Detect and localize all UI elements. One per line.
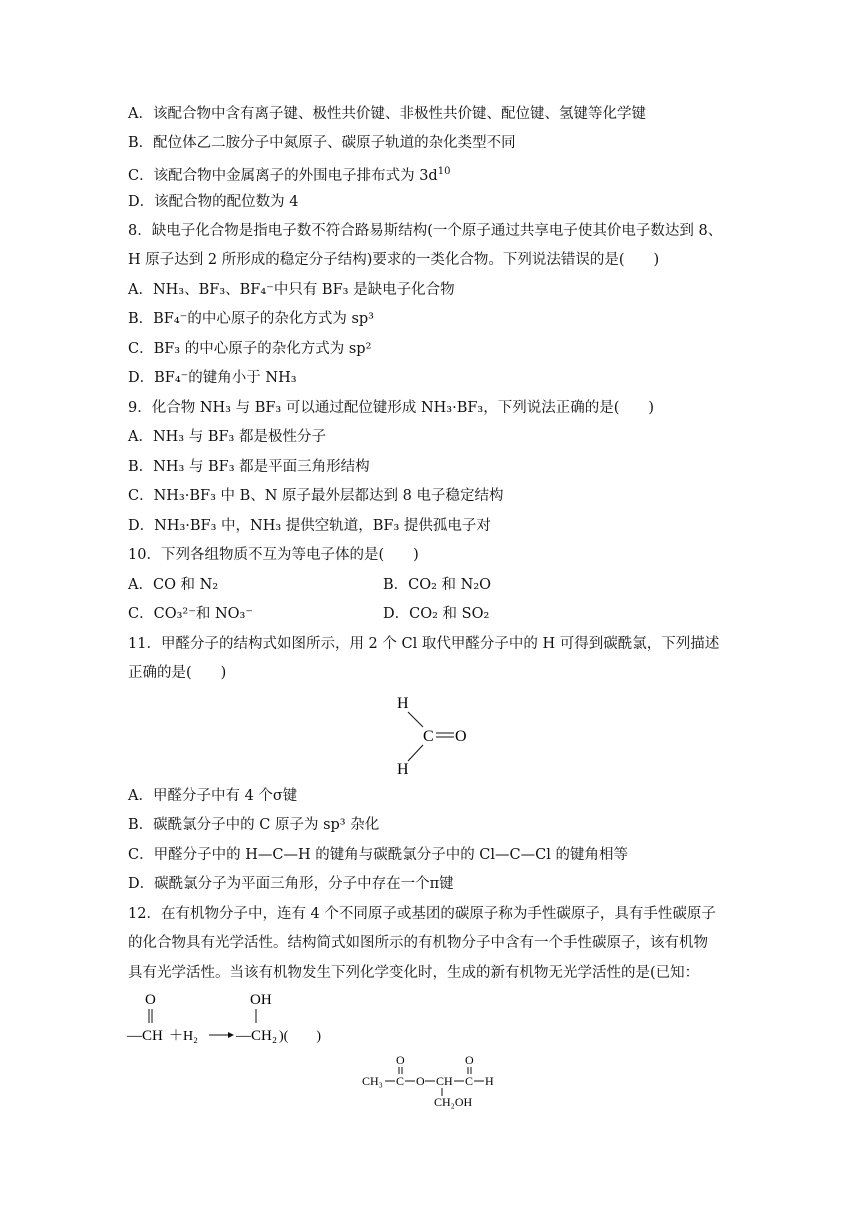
option-11d: D．碳酰氯分子为平面三角形，分子中存在一个π键 xyxy=(128,876,454,892)
option-9b: B．NH₃ 与 BF₃ 都是平面三角形结构 xyxy=(128,459,370,475)
option-10c: C．CO₃²⁻和 NO₃⁻ xyxy=(128,606,254,622)
aldehyde-reduction-equation xyxy=(125,988,345,1048)
product-ch2: —CH₂ xyxy=(236,1028,278,1044)
equation-tail: )( ) xyxy=(279,1029,321,1044)
option-11b: B．碳酰氯分子中的 C 原子为 sp³ 杂化 xyxy=(128,817,380,833)
option-7a: A．该配合物中含有离子键、极性共价键、非极性共价键、配位键、氢键等化学键 xyxy=(128,106,646,122)
group-ch3: CH₃ xyxy=(362,1074,383,1088)
option-11a: A．甲醛分子中有 4 个σ键 xyxy=(128,788,298,804)
carbonyl-carbon-1: C xyxy=(396,1074,405,1088)
reactant-ch: —CH xyxy=(127,1028,163,1044)
group-ch2oh: CH₂OH xyxy=(434,1095,473,1109)
options-10-row1 xyxy=(128,575,218,595)
question-11-stem-1: 11．甲醛分子的结构式如图所示，用 2 个 Cl 取代甲醛分子中的 H 可得到碳酰氯，下列描述 xyxy=(128,636,720,652)
carbonyl-carbon-2: C xyxy=(465,1074,474,1088)
option-9a: A．NH₃ 与 BF₃ 都是极性分子 xyxy=(128,429,326,445)
option-10d: D．CO₂ 和 SO₂ xyxy=(383,606,490,622)
question-9-stem: 9．化合物 NH₃ 与 BF₃ 可以通过配位键形成 NH₃·BF₃，下列说法正确的是( ) xyxy=(128,400,655,416)
option-7c: C．该配合物中金属离子的外围电子排布式为 $3d^{10}$ xyxy=(128,166,451,184)
carbonyl-oxygen-1: O xyxy=(396,1053,405,1067)
option-7d: D．该配合物的配位数为 4 xyxy=(128,194,299,210)
question-11-stem-2: 正确的是( ) xyxy=(128,665,227,681)
option-10b: B．CO₂ 和 N₂O xyxy=(383,577,492,593)
atom-h-top: H xyxy=(397,695,409,712)
options-10-row2 xyxy=(128,604,253,624)
option-8a: A．NH₃、BF₃、BF₄⁻中只有 BF₃ 是缺电子化合物 xyxy=(128,282,455,298)
carbonyl-oxygen-2: O xyxy=(465,1053,474,1067)
organic-molecule-structure xyxy=(358,1052,508,1110)
option-10a: A．CO 和 N₂ xyxy=(128,577,219,593)
question-12-stem-2: 的化合物具有光学活性。结构简式如图所示的有机物分子中含有一个手性碳原子，该有机物 xyxy=(128,935,708,951)
question-10-stem: 10．下列各组物质不互为等电子体的是( ) xyxy=(128,547,419,563)
atom-c: C xyxy=(423,728,434,745)
chiral-ch: CH xyxy=(436,1074,453,1088)
question-12-stem-1: 12．在有机物分子中，连有 4 个不同原子或基团的碳原子称为手性碳原子，具有手性碳原子 xyxy=(128,906,716,922)
plus-h2: ＋H₂ xyxy=(169,1029,198,1044)
formaldehyde-structure xyxy=(388,690,488,780)
aldehyde-h: H xyxy=(485,1074,494,1088)
reaction-arrow-icon xyxy=(228,1032,234,1038)
question-8-stem-1: 8．缺电子化合物是指电子数不符合路易斯结构(一个原子通过共享电子使其价电子数达到 8、 xyxy=(128,223,723,239)
question-8-stem-2: H 原子达到 2 所形成的稳定分子结构)要求的一类化合物。下列说法错误的是( ) xyxy=(128,252,660,268)
option-9d: D．NH₃·BF₃ 中，NH₃ 提供空轨道，BF₃ 提供孤电子对 xyxy=(128,518,491,534)
option-8b: B．BF₄⁻的中心原子的杂化方式为 sp³ xyxy=(128,311,374,327)
option-7b: B．配位体乙二胺分子中氮原子、碳原子轨道的杂化类型不同 xyxy=(128,135,516,151)
option-8c: C．BF₃ 的中心原子的杂化方式为 sp² xyxy=(128,341,372,357)
atom-h-bottom: H xyxy=(397,761,409,778)
option-11c: C．甲醛分子中的 H—C—H 的键角与碳酰氯分子中的 Cl—C—Cl 的键角相等 xyxy=(128,847,628,863)
atom-o: O xyxy=(455,728,467,745)
reactant-oxygen: O xyxy=(145,992,156,1008)
ester-oxygen: O xyxy=(416,1074,425,1088)
product-oh: OH xyxy=(250,992,272,1008)
option-9c: C．NH₃·BF₃ 中 B、N 原子最外层都达到 8 电子稳定结构 xyxy=(128,488,504,504)
question-12-stem-3: 具有光学活性。当该有机物发生下列化学变化时，生成的新有机物无光学活性的是(已知： xyxy=(128,965,700,981)
option-8d: D．BF₄⁻的键角小于 NH₃ xyxy=(128,370,297,386)
